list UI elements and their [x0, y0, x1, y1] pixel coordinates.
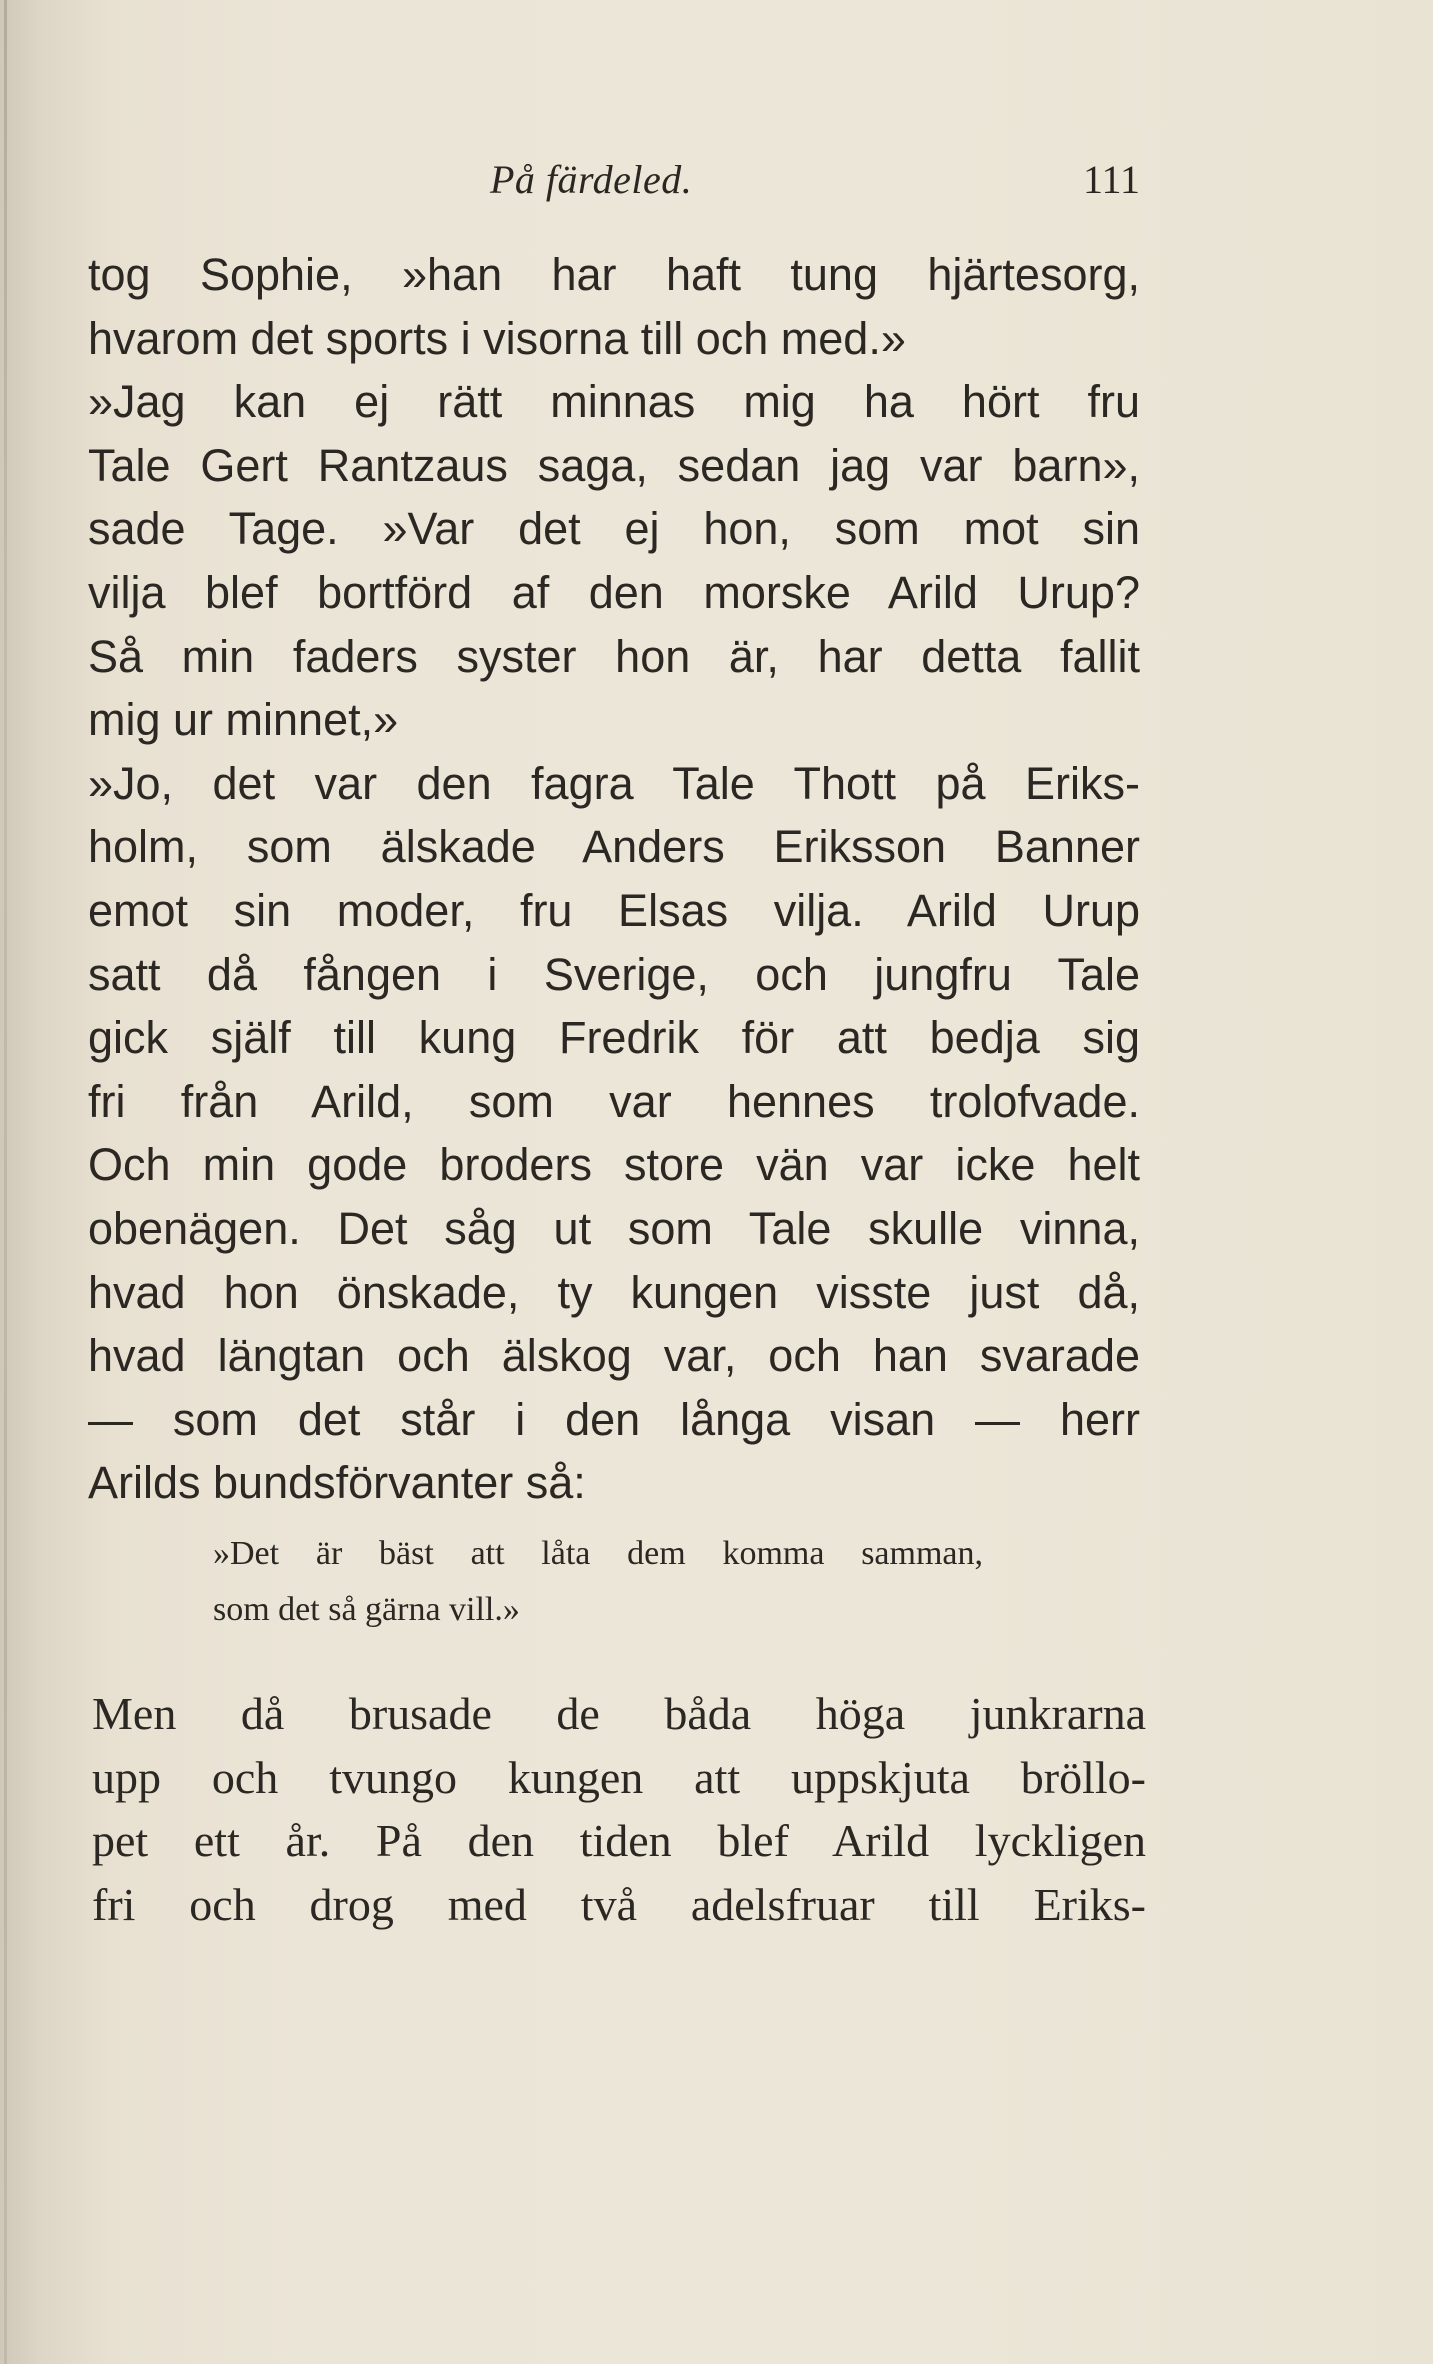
running-head-title: På färdeled.	[490, 157, 693, 202]
text-line: tog Sophie, »han har haft tung hjärtesorg,	[88, 249, 1140, 300]
text-line: obenägen. Det såg ut som Tale skulle vinna,	[88, 1202, 1140, 1254]
text-line: fri från Arild, som var hennes trolofvade.	[88, 1075, 1140, 1127]
closing-paragraph	[92, 1683, 1146, 1937]
text-line: holm, som älskade Anders Eriksson Banner	[88, 821, 1140, 873]
text-line: emot sin moder, fru Elsas vilja. Arild Urup	[88, 884, 1140, 936]
text-line: pet ett år. På den tiden blef Arild lyckligen	[92, 1815, 1146, 1867]
text-line: Men då brusade de båda höga junkrarna	[92, 1688, 1146, 1739]
running-head	[90, 150, 1140, 210]
text-line: Så min faders syster hon är, har detta fallit	[88, 630, 1140, 682]
text-line: mig ur minnet,»	[88, 694, 399, 746]
text-line: Arilds bundsförvanter så:	[88, 1457, 586, 1509]
text-line: hvad hon önskade, ty kungen visste just då,	[88, 1266, 1140, 1318]
text-line: hvarom det sports i visorna till och med.»	[88, 312, 906, 364]
text-line: satt då fången i Sverige, och jungfru Tale	[88, 948, 1140, 1000]
text-line: upp och tvungo kungen att uppskjuta bröllo-	[92, 1751, 1146, 1803]
text-line: Och min gode broders store vän var icke helt	[88, 1139, 1140, 1191]
text-line: hvad längtan och älskog var, och han svarade	[88, 1330, 1140, 1382]
verse-quote	[213, 1526, 993, 1638]
page-gutter-edge	[4, 0, 7, 2364]
text-line: vilja blef bortförd af den morske Arild Urup?	[88, 566, 1140, 618]
verse-line: som det så gärna vill.»	[213, 1591, 520, 1628]
text-line: fri och drog med två adelsfruar till Eriks-	[92, 1878, 1146, 1930]
text-line: »Jo, det var den fagra Tale Thott på Eriks-	[88, 757, 1140, 809]
text-line: »Jag kan ej rätt minnas mig ha hört fru	[88, 376, 1140, 428]
main-paragraph	[88, 243, 1140, 1515]
page-number: 111	[1082, 157, 1140, 202]
verse-line: »Det är bäst att låta dem komma samman,	[213, 1535, 983, 1572]
text-line: Tale Gert Rantzaus saga, sedan jag var barn»,	[88, 439, 1140, 491]
text-line: sade Tage. »Var det ej hon, som mot sin	[88, 503, 1140, 555]
text-line: — som det står i den långa visan — herr	[88, 1393, 1140, 1445]
text-line: gick själf till kung Fredrik för att bedja sig	[88, 1012, 1140, 1064]
